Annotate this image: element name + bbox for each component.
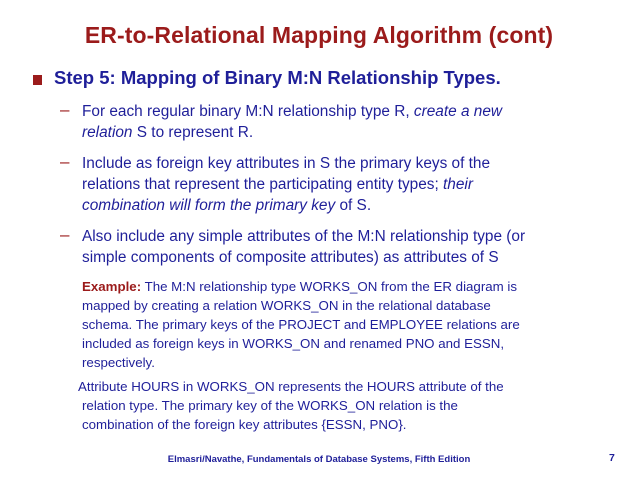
dash-1: –: [60, 100, 70, 119]
text-run: relations that represent the participating entity types;: [82, 176, 444, 193]
point-line: [82, 122, 612, 143]
page-number: 7: [609, 452, 615, 464]
example-line: mapped by creating a relation WORKS_ON in the relational database: [82, 298, 491, 313]
text-run: For each regular binary M:N relationship type R,: [82, 103, 414, 120]
example-first-line: [82, 277, 622, 296]
attribute-note: [78, 377, 618, 434]
point-2: [82, 153, 612, 216]
point-line: [82, 101, 612, 122]
text-run: simple components of composite attributes) as attributes of S: [82, 249, 499, 266]
point-line: [82, 174, 612, 195]
example-line: schema. The primary keys of the PROJECT and EMPLOYEE relations are: [82, 317, 520, 332]
text-run: Include as foreign key attributes in S the primary keys of the: [82, 155, 491, 172]
attribute-note-line: relation type. The primary key of the WORKS_ON relation is the: [82, 398, 458, 413]
italic-text: combination will form the primary key: [82, 197, 336, 214]
example-label: Example:: [82, 279, 142, 294]
point-3: [82, 226, 612, 268]
attribute-note-line: combination of the foreign key attributes {ESSN, PNO}.: [82, 417, 407, 432]
text-run: Also include any simple attributes of the M:N relationship type (or: [82, 228, 526, 245]
point-line: [82, 247, 612, 268]
bullet-square: [33, 75, 42, 85]
example-block: [82, 277, 622, 372]
step-heading: Step 5: Mapping of Binary M:N Relationship Types.: [54, 67, 501, 88]
example-first-line-text: The M:N relationship type WORKS_ON from the ER diagram is: [141, 279, 518, 294]
italic-text: create a new: [413, 103, 503, 120]
slide-title: ER-to-Relational Mapping Algorithm (cont): [84, 22, 554, 48]
text-run: of S.: [335, 197, 372, 214]
italic-text: relation: [82, 124, 133, 141]
point-line: [82, 153, 612, 174]
text-run: S to represent R.: [132, 124, 254, 141]
example-line: respectively.: [82, 355, 155, 370]
dash-2: –: [60, 152, 70, 171]
attribute-note-line: Attribute HOURS in WORKS_ON represents the HOURS attribute of the: [78, 379, 504, 394]
italic-text: their: [443, 176, 473, 193]
example-line: included as foreign keys in WORKS_ON and renamed PNO and ESSN,: [82, 336, 505, 351]
point-line: [82, 226, 612, 247]
point-1: [82, 101, 612, 143]
footer-citation: Elmasri/Navathe, Fundamentals of Database Systems, Fifth Edition: [167, 454, 471, 465]
dash-3: –: [60, 225, 70, 244]
point-line: [82, 195, 612, 216]
